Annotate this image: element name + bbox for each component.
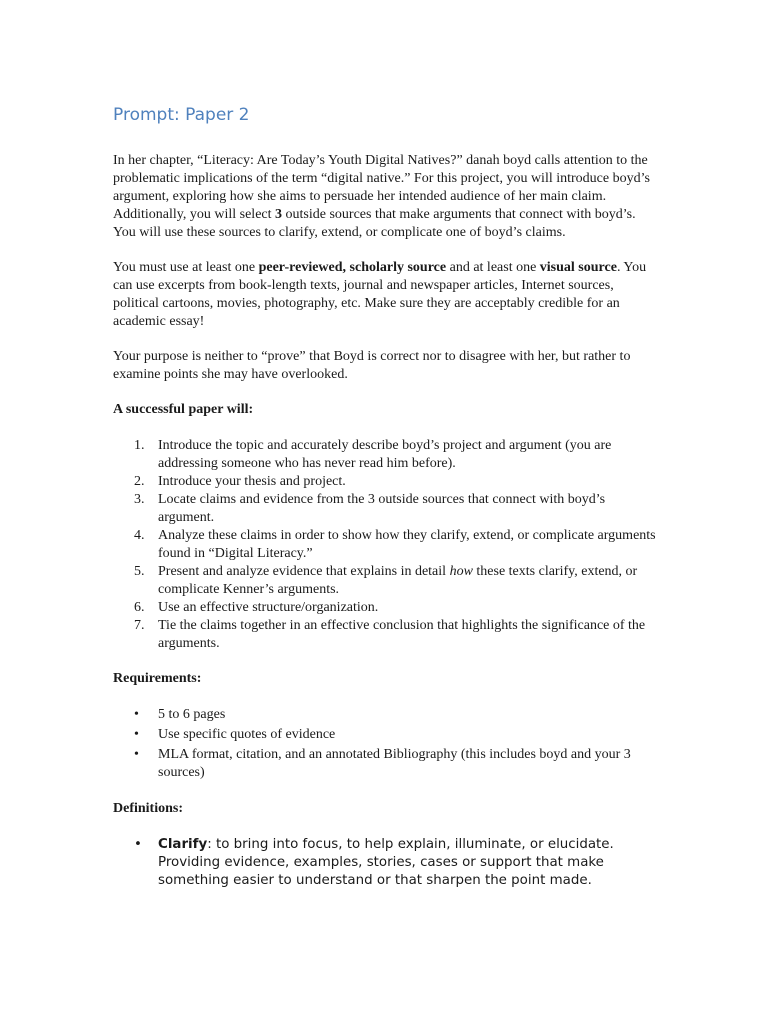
page-title: Prompt: Paper 2 <box>113 105 250 125</box>
bullet-icon: • <box>134 707 139 722</box>
definitions-heading: Definitions: <box>113 801 183 816</box>
list-number: 7. <box>134 618 145 633</box>
list-item <box>113 746 658 782</box>
list-item <box>113 527 658 563</box>
bullet-icon: • <box>134 837 142 852</box>
list-item-text: Introduce the topic and accurately describe boyd’s project and argument (you are addressing someone who has never read him before). <box>158 438 612 471</box>
list-number: 1. <box>134 438 145 453</box>
list-item <box>113 726 658 744</box>
list-item-text-before: Present and analyze evidence that explains in detail <box>158 564 450 579</box>
definitions-list <box>113 836 658 890</box>
list-item-text: Use specific quotes of evidence <box>158 727 336 742</box>
sources-text-2: and at least one <box>446 260 540 275</box>
list-item <box>113 437 658 473</box>
list-number: 3. <box>134 492 145 507</box>
sources-bold-visual: visual source <box>539 260 617 275</box>
list-item-text: Tie the claims together in an effective conclusion that highlights the significance of the arguments. <box>158 618 646 651</box>
sources-text-3: . You can use excerpts from book-length texts, journal and newspaper articles, Internet sources, political cartoons, movies, photography, etc. Make sure they are acceptably credible for an academic essay! <box>113 260 647 329</box>
bullet-icon: • <box>134 747 139 762</box>
document-content <box>113 104 658 890</box>
list-number: 2. <box>134 474 145 489</box>
list-item-text: Use an effective structure/organization. <box>158 600 379 615</box>
intro-paragraph <box>113 152 658 242</box>
list-item-text: Analyze these claims in order to show how they clarify, extend, or complicate arguments found in “Digital Literacy.” <box>158 528 656 561</box>
list-item-text: Introduce your thesis and project. <box>158 474 346 489</box>
definition-text: : to bring into focus, to help explain, illuminate, or elucidate. Providing evidence, examples, stories, cases or support that make something easier to understand or that sharpen the point made. <box>158 837 614 888</box>
list-item <box>113 563 658 599</box>
sources-bold-scholarly: peer-reviewed, scholarly source <box>258 260 447 275</box>
list-item-text: MLA format, citation, and an annotated Bibliography (this includes boyd and your 3 sources) <box>158 747 631 780</box>
list-item-text: 5 to 6 pages <box>158 707 226 722</box>
list-item <box>113 617 658 653</box>
list-item-text-after: these texts clarify, extend, or complicate Kenner’s arguments. <box>158 564 638 597</box>
successful-heading: A successful paper will: <box>113 402 254 417</box>
definition-term: Clarify <box>158 837 208 852</box>
list-item <box>113 491 658 527</box>
list-number: 4. <box>134 528 145 543</box>
bullet-icon: • <box>134 727 139 742</box>
list-item-text: Locate claims and evidence from the 3 outside sources that connect with boyd’s argument. <box>158 492 606 525</box>
list-number: 6. <box>134 600 145 615</box>
steps-list <box>113 437 658 653</box>
list-item <box>113 706 658 724</box>
intro-bold-number: 3 <box>275 207 283 222</box>
sources-text-1: You must use at least one <box>113 260 259 275</box>
list-item <box>113 599 658 617</box>
requirements-heading: Requirements: <box>113 671 202 686</box>
list-item-emphasis: how <box>449 564 473 579</box>
intro-text-1: In her chapter, “Literacy: Are Today’s Youth Digital Natives?” danah boyd calls attention to the problematic implications of the term “digital native.” For this project, you will introduce boyd’s argument, exploring how she aims to persuade her intended audience of her main claim. Additionally, you will select <box>113 153 650 222</box>
sources-paragraph <box>113 259 658 331</box>
list-item <box>113 473 658 491</box>
definition-item <box>113 836 658 890</box>
requirements-list <box>113 706 658 782</box>
list-number: 5. <box>134 564 145 579</box>
purpose-paragraph: Your purpose is neither to “prove” that Boyd is correct nor to disagree with her, but rather to examine points she may have overlooked. <box>113 349 631 382</box>
intro-text-2: outside sources that make arguments that connect with boyd’s. You will use these sources to clarify, extend, or complicate one of boyd’s claims. <box>113 207 636 240</box>
